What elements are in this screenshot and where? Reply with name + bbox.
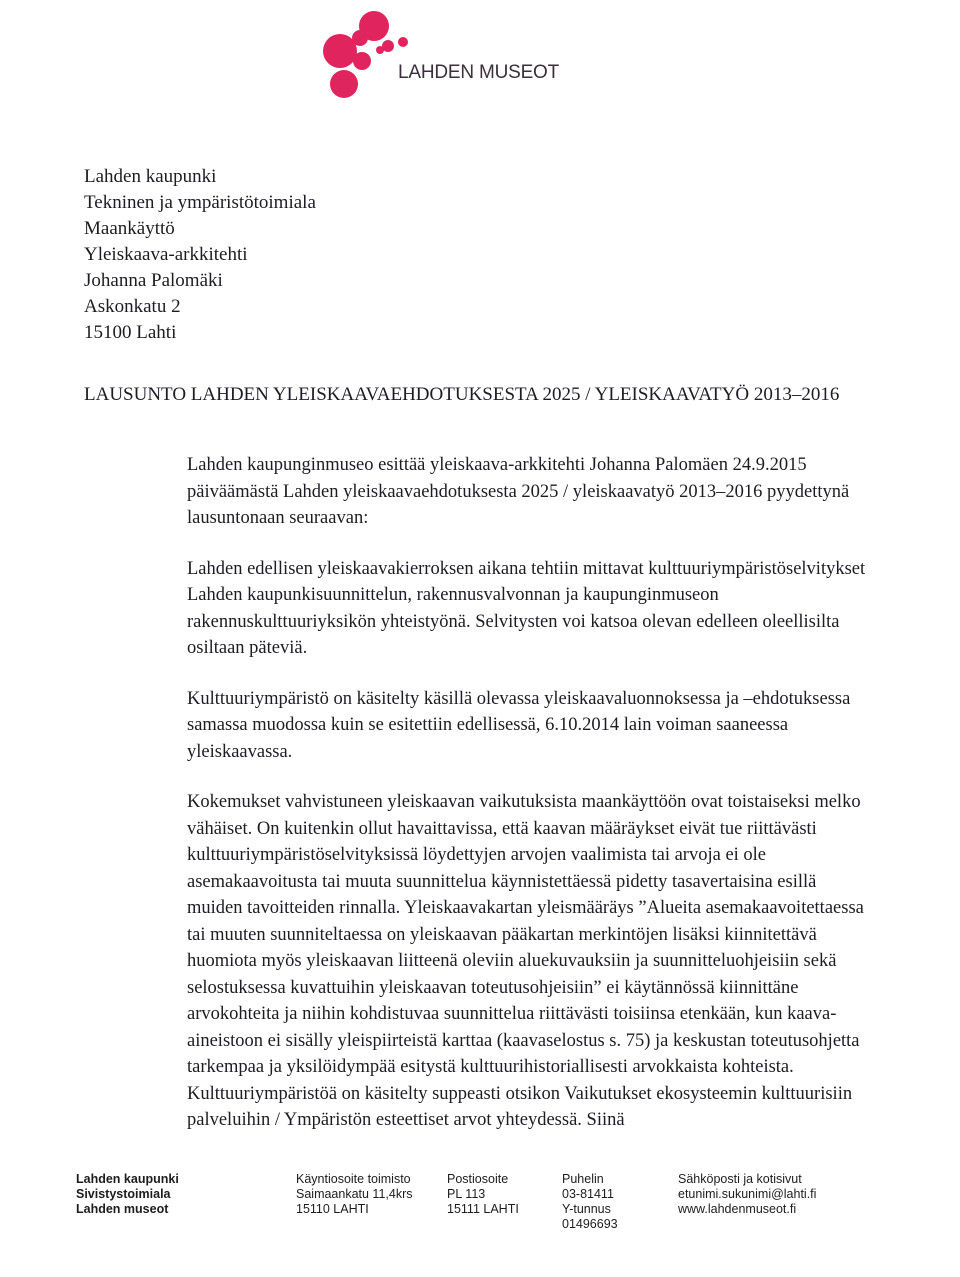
logo-circles-icon <box>318 4 408 104</box>
letterhead-footer <box>76 1172 876 1242</box>
footer-contact <box>678 1172 816 1217</box>
logo-text: LAHDEN MUSEOT <box>398 62 560 83</box>
footer-line: Sähköposti ja kotisivut <box>678 1172 802 1186</box>
footer-email-link[interactable]: etunimi.sukunimi@lahti.fi <box>678 1187 817 1201</box>
paragraph: Kulttuuriympäristö on käsitelty käsillä olevassa yleiskaavaluonnoksessa ja –ehdotuksessa samassa muodossa kuin se esitettiin edellisessä, 6.10.2014 lain voiman saaneessa yleiskaavassa. <box>187 688 851 762</box>
address-line: Johanna Palomäki <box>84 270 223 291</box>
footer-organization <box>76 1172 179 1217</box>
address-line: Askonkatu 2 <box>84 296 181 317</box>
footer-line: Saimaankatu 11,4krs <box>296 1187 413 1201</box>
address-line: Maankäyttö <box>84 218 175 239</box>
footer-line: 15111 LAHTI <box>447 1202 519 1216</box>
footer-line: PL 113 <box>447 1187 486 1201</box>
address-line: 15100 Lahti <box>84 322 177 343</box>
address-line: Tekninen ja ympäristötoimiala <box>84 192 316 213</box>
document-title: LAUSUNTO LAHDEN YLEISKAAVAEHDOTUKSESTA 2025 / YLEISKAAVATYÖ 2013–2016 <box>84 384 840 405</box>
paragraph: Lahden kaupunginmuseo esittää yleiskaava-arkkitehti Johanna Palomäen 24.9.2015 päiväämästä Lahden yleiskaavaehdotuksesta 2025 / yleiskaavatyö 2013–2016 pyydettynä lausuntonaan seuraavan: <box>187 455 850 528</box>
footer-line: Y-tunnus <box>562 1202 611 1216</box>
footer-line: 01496693 <box>562 1217 618 1231</box>
footer-visiting-address <box>296 1172 413 1217</box>
footer-line: Sivistystoimiala <box>76 1187 171 1201</box>
address-line: Lahden kaupunki <box>84 166 217 187</box>
address-line: Yleiskaava-arkkitehti <box>84 244 248 265</box>
footer-line: Lahden museot <box>76 1202 169 1216</box>
footer-postal-address <box>447 1172 519 1217</box>
footer-line: Lahden kaupunki <box>76 1172 179 1186</box>
recipient-address <box>84 164 316 346</box>
footer-line: 15110 LAHTI <box>296 1202 369 1216</box>
paragraph: Lahden edellisen yleiskaavakierroksen aikana tehtiin mittavat kulttuuriympäristöselvitykset Lahden kaupunkisuunnittelun, rakennusvalvonnan ja kaupunginmuseon rakennuskulttuuriyksikön yhteistyönä. Selvitysten voi katsoa olevan edelleen oleellisilta osiltaan päteviä. <box>187 558 866 658</box>
document-body <box>187 452 869 1158</box>
footer-line: 03-81411 <box>562 1187 614 1201</box>
footer-line: Puhelin <box>562 1172 604 1186</box>
footer-line: Käyntiosoite toimisto <box>296 1172 411 1186</box>
footer-website-link[interactable]: www.lahdenmuseot.fi <box>678 1202 797 1216</box>
footer-line: Postiosoite <box>447 1172 509 1186</box>
footer-phone <box>562 1172 618 1232</box>
paragraph: Kokemukset vahvistuneen yleiskaavan vaikutuksista maankäyttöön ovat toistaiseksi melko vähäiset. On kuitenkin ollut havaittavissa, että kaavan määräykset eivät tue riittävästi kulttuuriympäristöselvityksissä löydettyjen arvojen vaalimista tai arvoja ei ole asemakaavoitusta tai muuta suunnittelua käynnistettäessä pidetty tasavertaisina esillä muiden tavoitteiden rinnalla. Yleiskaavakartan yleismääräys ”Alueita asemakaavoitettaessa tai muuten suunniteltaessa on yleiskaavan pääkartan merkintöjen lisäksi kiinnitettävä huomiota myös yleiskaavan liitteenä oleviin aluekuvauksiin ja suunnitteluohjeisiin sekä selostuksessa kuvattuihin yleiskaavan toteutusohjeisiin” ei käytännössä kiinnittäne arvokohteita ja niihin kohdistuvaa suunnittelua riittävästi toisiinsa etenkään, kun kaava-aineistoon ei sisälly yleispiirteistä karttaa (kaavaselostus s. 75) ja keskustan toteutusohjetta tarkempaa ja yksilöidympää esitystä kulttuurihistoriallisesti arvokkaista kohteista. Kulttuuriympäristöä on käsitelty suppeasti otsikon Vaikutukset ekosysteemin kulttuurisiin palveluihin / Ympäristön esteettiset arvot yhteydessä. Siinä <box>187 792 864 1130</box>
lahden-museot-logo <box>318 4 568 104</box>
